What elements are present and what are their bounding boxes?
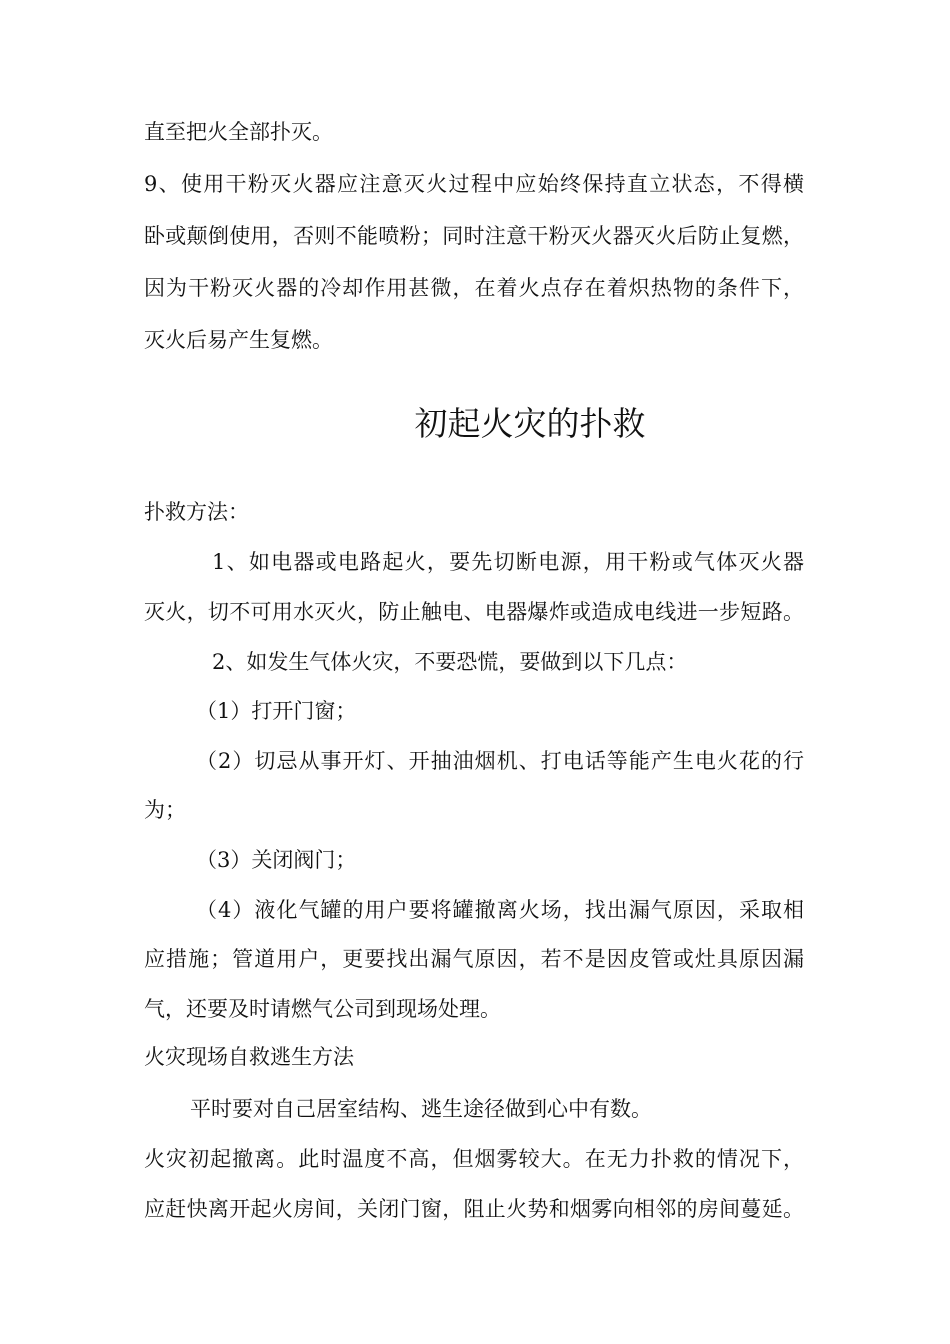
text-line-sub4-2: 应措施；管道用户，更要找出漏气原因，若不是因皮管或灶具原因漏 [144, 947, 804, 971]
text-line-item2: 2、如发生气体火灾，不要恐慌，要做到以下几点： [212, 650, 688, 674]
text-line-item9-3: 因为干粉灭火器的冷却作用甚微，在着火点存在着炽热物的条件下， [144, 276, 804, 300]
text-line-item1-1: 1、如电器或电路起火，要先切断电源，用干粉或气体灭火器 [212, 550, 804, 574]
text-line-method-heading: 扑救方法： [144, 500, 249, 524]
text-line-escape-1: 平时要对自己居室结构、逃生途径做到心中有数。 [190, 1097, 652, 1121]
text-line-sub1: （1）打开门窗； [196, 699, 357, 723]
text-line-sub4-1: （4）液化气罐的用户要将罐撤离火场，找出漏气原因，采取相 [196, 898, 804, 922]
text-line-item9-1: 9、使用干粉灭火器应注意灭火过程中应始终保持直立状态，不得横 [144, 172, 804, 196]
text-line-continuation: 直至把火全部扑灭。 [144, 120, 333, 144]
text-line-item1-2: 灭火，切不可用水灭火，防止触电、电器爆炸或造成电线进一步短路。 [144, 600, 804, 624]
text-line-sub2-2: 为； [144, 798, 186, 822]
text-line-escape-heading: 火灾现场自救逃生方法 [144, 1045, 354, 1069]
text-line-escape-3: 应赶快离开起火房间，关闭门窗，阻止火势和烟雾向相邻的房间蔓延。 [144, 1197, 804, 1221]
text-line-item9-2: 卧或颠倒使用，否则不能喷粉；同时注意干粉灭火器灭火后防止复燃， [144, 224, 804, 248]
text-line-sub2-1: （2）切忌从事开灯、开抽油烟机、打电话等能产生电火花的行 [196, 749, 804, 773]
text-line-sub4-3: 气，还要及时请燃气公司到现场处理。 [144, 997, 501, 1021]
text-line-item9-4: 灭火后易产生复燃。 [144, 328, 333, 352]
text-line-sub3: （3）关闭阀门； [196, 848, 357, 872]
text-line-escape-2: 火灾初起撤离。此时温度不高，但烟雾较大。在无力扑救的情况下， [144, 1147, 804, 1171]
section-title: 初起火灾的扑救 [414, 404, 646, 443]
